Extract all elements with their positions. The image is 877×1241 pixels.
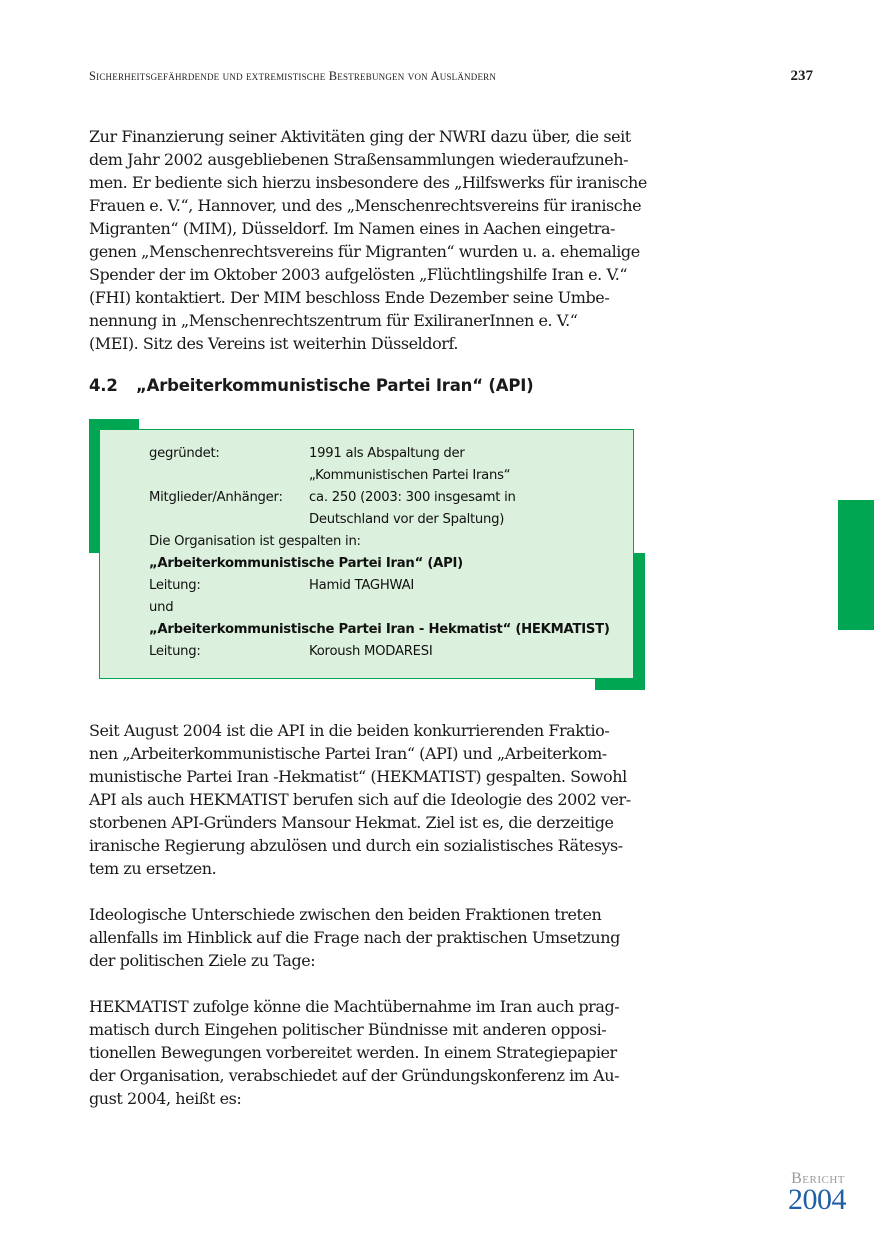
text-line: allenfalls im Hinblick auf die Frage nach der praktischen Umsetzung (89, 928, 620, 947)
report-brand-word: Bericht (791, 1170, 845, 1187)
text-line: nen „Arbeiterkommunistische Partei Iran“ (API) und „Arbeiterkom- (89, 744, 607, 763)
members-value: ca. 250 (2003: 300 insgesamt in (309, 490, 516, 505)
text-line: men. Er bediente sich hierzu insbesondere des „Hilfswerks für iranische (89, 173, 647, 192)
text-line: (MEI). Sitz des Vereins ist weiterhin Düsseldorf. (89, 334, 458, 353)
text-line: storbenen API-Gründers Mansour Hekmat. Ziel ist es, die derzeitige (89, 813, 614, 832)
text-line: Zur Finanzierung seiner Aktivitäten ging der NWRI dazu über, die seit (89, 127, 631, 146)
page-number: 237 (790, 68, 813, 84)
founded-value-cont: „Kommunistischen Partei Irans“ (309, 468, 511, 483)
org2-name: „Arbeiterkommunistische Partei Iran - Hekmatist“ (HEKMATIST) (149, 622, 610, 637)
text-line: tionellen Bewegungen vorbereitet werden. In einem Strategiepapier (89, 1043, 617, 1062)
report-brand-year: 2004 (788, 1183, 846, 1216)
founded-value: 1991 als Abspaltung der (309, 446, 465, 461)
org1-leader-label: Leitung: (149, 578, 201, 593)
split-note: Die Organisation ist gespalten in: (149, 534, 361, 549)
paragraph-hekmatist (89, 995, 649, 1110)
running-header-title: Sicherheitsgefährdende und extremistische Bestrebungen von Ausländern (89, 69, 497, 83)
text-line: Frauen e. V.“, Hannover, und des „Menschenrechtsvereins für iranische (89, 196, 642, 215)
members-value-cont: Deutschland vor der Spaltung) (309, 512, 505, 527)
text-line: Migranten“ (MIM), Düsseldorf. Im Namen eines in Aachen eingetra- (89, 219, 615, 238)
org2-leader-label: Leitung: (149, 644, 201, 659)
chapter-side-tab (838, 500, 874, 630)
text-line: Spender der im Oktober 2003 aufgelösten „Flüchtlingshilfe Iran e. V.“ (89, 265, 628, 284)
text-line: munistische Partei Iran -Hekmatist“ (HEKMATIST) gespalten. Sowohl (89, 767, 627, 786)
text-line: genen „Menschenrechtsvereins für Migranten“ wurden u. a. ehemalige (89, 242, 640, 261)
section-heading (89, 376, 534, 395)
founded-label: gegründet: (149, 446, 220, 461)
conjunction: und (149, 600, 174, 615)
text-line: tem zu ersetzen. (89, 859, 217, 878)
organization-infobox (99, 429, 634, 679)
text-line: dem Jahr 2002 ausgebliebenen Straßensammlungen wiederaufzuneh- (89, 150, 629, 169)
section-title: „Arbeiterkommunistische Partei Iran“ (API) (136, 376, 534, 395)
text-line: der politischen Ziele zu Tage: (89, 951, 316, 970)
paragraph-financing (89, 125, 649, 355)
text-line: Ideologische Unterschiede zwischen den beiden Fraktionen treten (89, 905, 602, 924)
paragraph-split (89, 719, 649, 880)
text-line: Seit August 2004 ist die API in die beiden konkurrierenden Fraktio- (89, 721, 610, 740)
members-label: Mitglieder/Anhänger: (149, 490, 283, 505)
text-line: gust 2004, heißt es: (89, 1089, 242, 1108)
text-line: (FHI) kontaktiert. Der MIM beschloss Ende Dezember seine Umbe- (89, 288, 610, 307)
org1-leader: Hamid TAGHWAI (309, 578, 415, 593)
text-line: der Organisation, verabschiedet auf der Gründungskonferenz im Au- (89, 1066, 620, 1085)
text-line: nennung in „Menschenrechtszentrum für ExiliranerInnen e. V.“ (89, 311, 578, 330)
text-line: API als auch HEKMATIST berufen sich auf die Ideologie des 2002 ver- (89, 790, 631, 809)
text-line: HEKMATIST zufolge könne die Machtübernahme im Iran auch prag- (89, 997, 620, 1016)
text-line: iranische Regierung abzulösen und durch ein sozialistisches Rätesys- (89, 836, 623, 855)
section-number: 4.2 (89, 376, 118, 395)
text-line: matisch durch Eingehen politischer Bündnisse mit anderen opposi- (89, 1020, 607, 1039)
paragraph-ideology (89, 903, 649, 972)
org2-leader: Koroush MODARESI (309, 644, 433, 659)
org1-name: „Arbeiterkommunistische Partei Iran“ (API) (149, 556, 463, 571)
